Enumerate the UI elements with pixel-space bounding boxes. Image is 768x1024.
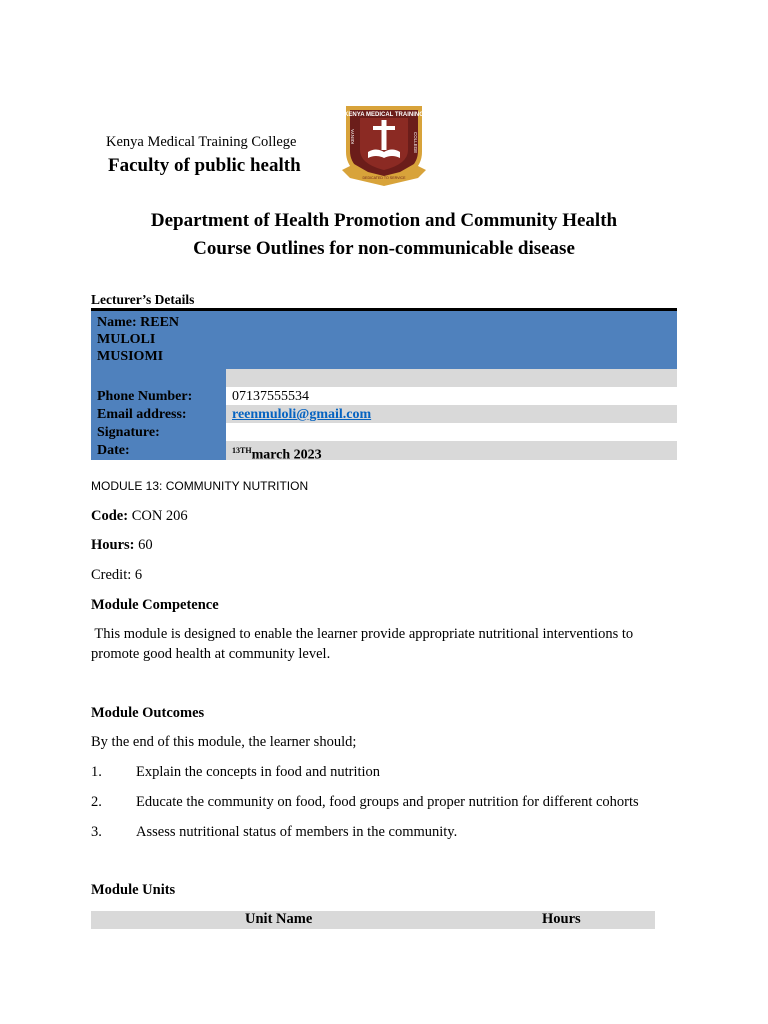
hours-label: Hours: xyxy=(91,537,135,553)
date-value xyxy=(232,442,322,464)
hours-header: Hours xyxy=(542,911,581,927)
code-line xyxy=(91,508,188,525)
logo-left-text: KENYA xyxy=(350,129,355,144)
phone-label: Phone Number: xyxy=(97,389,193,404)
hours-line xyxy=(91,537,153,554)
code-label: Code: xyxy=(91,508,129,524)
logo-right-text: COLLEGE xyxy=(413,132,418,154)
name-line-3: MUSIOMI xyxy=(97,349,164,364)
logo-bottom-text: DEDICATED TO SERVICE xyxy=(362,176,406,180)
outcome-text: Educate the community on food, food groups and proper nutrition for different cohorts xyxy=(136,794,639,810)
outcome-number: 3. xyxy=(91,824,102,840)
name-line-2: MULOLI xyxy=(97,332,156,347)
name-row xyxy=(91,311,677,369)
course-outline-title: Course Outlines for non-communicable disease xyxy=(193,238,575,259)
email-label: Email address: xyxy=(97,407,187,422)
outcome-number: 1. xyxy=(91,764,102,780)
college-logo xyxy=(338,94,430,186)
code-value: CON 206 xyxy=(131,508,188,524)
lecturer-details-table xyxy=(91,308,677,463)
outcome-text: Explain the concepts in food and nutrition xyxy=(136,764,381,780)
competence-line-2: promote good health at community level. xyxy=(91,646,331,662)
outcomes-heading: Module Outcomes xyxy=(91,705,205,721)
module-heading: MODULE 13: COMMUNITY NUTRITION xyxy=(91,479,309,493)
phone-row xyxy=(91,387,677,405)
name-line-1: Name: REEN xyxy=(97,315,180,330)
logo-top-text: KENYA MEDICAL TRAINING xyxy=(344,112,424,118)
lecturer-details-heading: Lecturer’s Details xyxy=(91,292,195,307)
department-title: Department of Health Promotion and Community Health xyxy=(150,210,618,231)
hours-value: 60 xyxy=(138,537,153,553)
signature-row xyxy=(91,423,677,441)
date-label: Date: xyxy=(97,443,130,458)
phone-value: 07137555534 xyxy=(232,389,309,404)
faculty-name: Faculty of public health xyxy=(108,155,301,176)
credit-line: Credit: 6 xyxy=(91,567,143,583)
email-link[interactable]: reenmuloli@gmail.com xyxy=(232,407,372,422)
outcome-text: Assess nutritional status of members in the community. xyxy=(136,824,458,840)
competence-heading: Module Competence xyxy=(91,597,219,613)
date-superscript: 13TH xyxy=(232,446,252,455)
units-table-header xyxy=(91,911,655,929)
competence-line-1: This module is designed to enable the learner provide appropriate nutritional interventions to xyxy=(91,626,634,642)
outcome-number: 2. xyxy=(91,794,102,810)
spacer-row xyxy=(91,369,677,387)
units-heading: Module Units xyxy=(91,882,176,898)
date-text: march 2023 xyxy=(251,447,322,463)
signature-label: Signature: xyxy=(97,425,160,440)
email-row xyxy=(91,405,677,423)
college-name: Kenya Medical Training College xyxy=(106,134,297,150)
outcomes-intro: By the end of this module, the learner should; xyxy=(91,734,357,750)
unit-name-header: Unit Name xyxy=(245,911,313,927)
date-row xyxy=(91,441,677,463)
